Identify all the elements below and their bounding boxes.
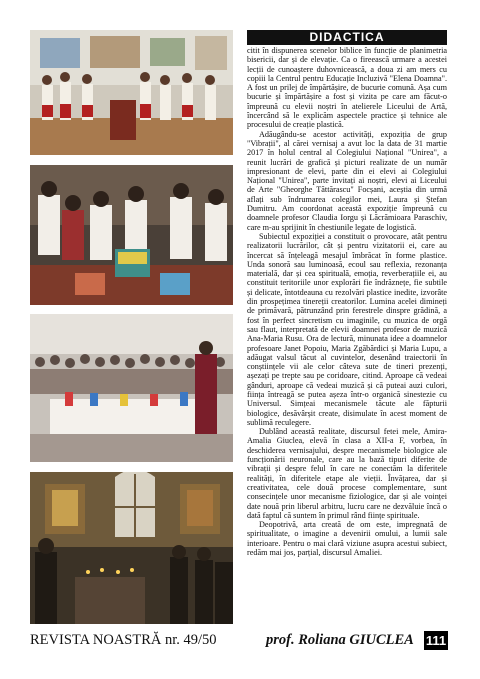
photo-students-folk-costumes [30, 30, 233, 155]
photo-students-artworks-table [30, 165, 233, 305]
article-paragraph: Adăugându-se acestor activități, expoziția de grup "Vibrații", al cărei vernisaj a avut loc la data de 31 martie 2017 în holul central al Colegiului Național "Unirea", a reunit lucrări de grafică și picturi realizate de un număr impresionant de elevi, parte din ei elevi ai Colegiului Național "Unirea", parte invitați ai noștri, elevi ai Liceului de Arte "Gheorghe Tăttărascu" Focșani, aceștia din urmă aflați sub îndrumarea colegilor mei, Laura și Ștefan Dumitru. Am coordonat această expoziție împreună cu doamnele profesor Claudia Iorgu și Lăcrămioara Paraschiv, care m-au sprijinit în chestiunile legate de logistică. [247, 129, 447, 232]
article-author: prof. Roliana GIUCLEA [266, 632, 414, 648]
photo-crowded-exhibition-hall [30, 314, 233, 462]
article-paragraph: citit în dispunerea scenelor biblice în funcție de planimetria bisericii, dar și de elevație. Ca o fireească urmare a acestei lecții de cunoaștere duhovnicească, a doua zi am mers cu copiii la Centrul pentru Educație Incluzivă "Elena Doamna". A fost un prilej de împărtășire, de bucurie comună. Așa cum bucurie și împărtășire a fost și vizita pe care am făcut-o împreună cu elevii noștri în atelierele Liceului de Artă, încercând să le explicăm aspectele practice și tehnice ale procesului de creație plastică. [247, 46, 447, 130]
magazine-title: REVISTA NOASTRĂ nr. 49/50 [30, 632, 217, 648]
page-number: 111 [425, 633, 447, 648]
article-paragraph: Deopotrivă, arta creată de om este, impregnată de spiritualitate, o imagine a devenirii omului, a lumii sale interioare. Pentru o mai clară viziune asupra acestui subiect, redăm mai jos, parțial, discursul Amaliei. [247, 520, 447, 558]
article-paragraph: Subiectul expoziției a constituit o provocare, atât pentru realizatorii lucrărilor, cât și pentru vizitatorii ei, care au încercat să înțeleagă mesajul îmbrăcat în forme plastice. Unda sonoră sau luminoasă, ecoul sau reflexia, rezonanța materială, dar și cea spirituală, emoția, reverberațiile ei, au constituit teritoriile unor explorări fie îndrăznețe, fie subtile și delicate, întotdeauna cu rezolvări plastice inedite, izvorâte din prospețimea tinereții creatorilor. Lumina acelei dimineți de primăvară, pătrunzând prin ferestrele dinspre grădină, a fost în perfect sincretism cu imaginile, cu muzica de orgă sau flaut, interpretată de elevii doamnei profesor de muzică Ana-Maria Rusu. Ora de lectură, minunata idee a doamnelor profesoare Janet Popoiu, Maria Zgăbărdici și Maria Lupu, a adăugat valsul tăcut al cuvintelor, desenând traiectorii în conștiințele vii ale celor câteva sute de tineri prezenți, așezați pe trepte sau pe coridoare, citind. Aproape că vedeai gânduri, aproape că vedeai muzică și că puteai auzi culori, ființa întreagă se putea așeza într-o organică sinestezie cu Universul. Simțeai mecanismele tăcute ale făpturii biologice, desăvârșit create, disimulate în acest moment de sublimă reculegere. [247, 231, 447, 427]
photo-church-interior [30, 472, 233, 624]
article-paragraph: Dublând această realitate, discursul fetei mele, Amira-Amalia Giuclea, elevă în clasa a XII-a F, vorbea, în deschiderea vernisajului, despre mecanismele biologice ale funcționării neuronale, care au la bază tipuri diferite de vibrații și despre felul în care ne conectăm la diferitele realități, în diferitele etape ale vieții. Învățarea, dar și creativitatea, cele două procese complementare, sunt consecințele unor mecanisme fiziologice, dar și ale voinței date nouă prin liberul arbitru, lucru care ne dezvăluie încă o dată faptul că suntem în primul rând ființe spirituale. [247, 427, 447, 520]
section-header: DIDACTICA [247, 30, 447, 45]
article-body [247, 46, 447, 628]
page-footer [0, 631, 480, 657]
